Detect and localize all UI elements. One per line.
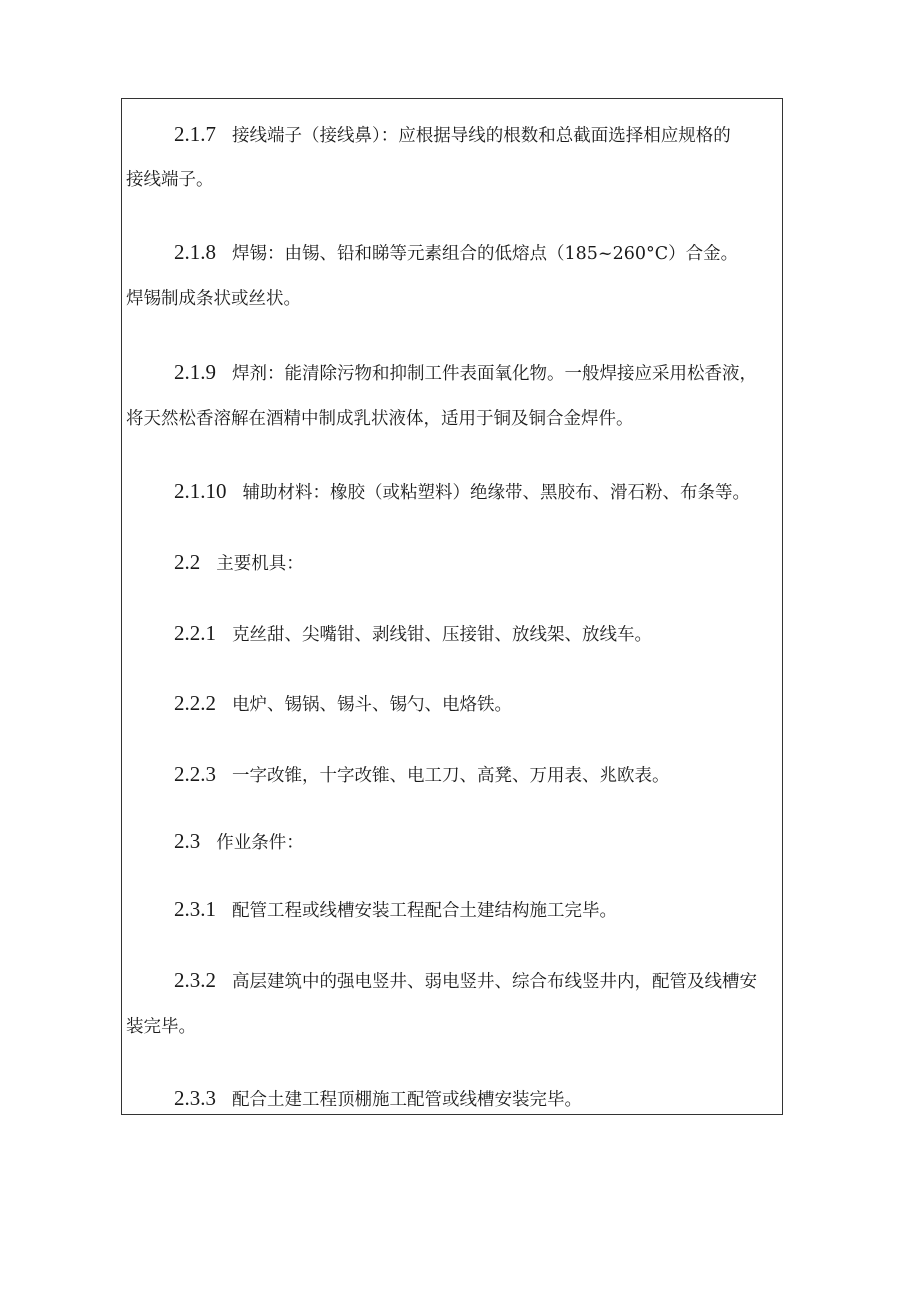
- paragraph-text: 接线端子（接线鼻）：应根据导线的根数和总截面选择相应规格的: [232, 126, 731, 146]
- section-number: 2.3.2: [174, 968, 216, 992]
- section-number: 2.3.3: [174, 1086, 216, 1110]
- section-number: 2.2.2: [174, 691, 216, 715]
- paragraph-text: 克丝甜、尖嘴钳、剥线钳、压接钳、放线架、放线车。: [232, 625, 652, 645]
- section-number: 2.1.8: [174, 240, 216, 264]
- paragraph-text: 装完毕。: [126, 1017, 196, 1037]
- paragraph-text: 配管工程或线槽安装工程配合土建结构施工完毕。: [232, 901, 617, 921]
- paragraph-text: 焊锡：由锡、铅和睇等元素组合的低熔点（185~260°C）合金。: [232, 244, 739, 264]
- paragraph-text: 接线端子。: [126, 170, 214, 190]
- section-number: 2.1.10: [174, 479, 227, 503]
- section-number: 2.3: [174, 829, 201, 853]
- section-number: 2.3.1: [174, 897, 216, 921]
- paragraph-text: 配合土建工程顶棚施工配管或线槽安装完毕。: [232, 1090, 582, 1110]
- paragraph-text: 一字改锥，十字改锥、电工刀、高凳、万用表、兆欧表。: [232, 766, 670, 786]
- section-number: 2.1.9: [174, 360, 216, 384]
- section-number: 2.2: [174, 550, 201, 574]
- section-number: 2.1.7: [174, 122, 216, 146]
- section-number: 2.2.3: [174, 762, 216, 786]
- paragraph-text: 焊锡制成条状或丝状。: [126, 289, 301, 309]
- paragraph-text: 电炉、锡锅、锡斗、锡勺、电烙铁。: [232, 695, 512, 715]
- paragraph-text: 将天然松香溶解在酒精中制成乳状液体，适用于铜及铜合金焊件。: [126, 409, 634, 429]
- section-number: 2.2.1: [174, 621, 216, 645]
- paragraph-text: 高层建筑中的强电竖井、弱电竖井、综合布线竖井内，配管及线槽安: [232, 972, 757, 992]
- paragraph-text: 辅助材料：橡胶（或粘塑料）绝缘带、黑胶布、滑石粉、布条等。: [242, 483, 750, 503]
- document-frame: [121, 98, 783, 1115]
- paragraph-text: 主要机具：: [216, 554, 304, 574]
- paragraph-text: 作业条件：: [216, 833, 304, 853]
- paragraph-text: 焊剂：能清除污物和抑制工件表面氧化物。一般焊接应采用松香液，: [232, 364, 757, 384]
